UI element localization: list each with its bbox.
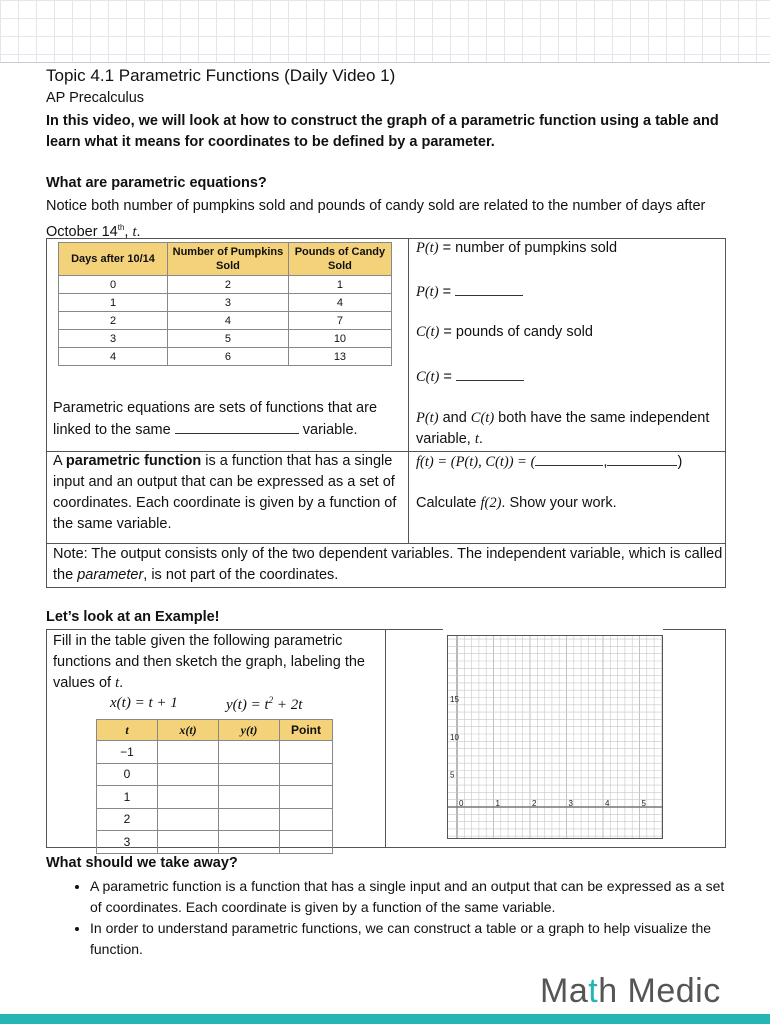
- table-row: [97, 786, 333, 809]
- table-cell: 5: [168, 330, 289, 348]
- x-tick-label: 5: [641, 799, 646, 808]
- table-cell: 1: [288, 276, 391, 294]
- table-row: [97, 831, 333, 854]
- column-header: Number of Pumpkins Sold: [168, 243, 289, 276]
- table-row: [97, 763, 333, 786]
- x-cell[interactable]: [158, 741, 219, 764]
- x-cell[interactable]: [158, 786, 219, 809]
- divider: [408, 238, 409, 543]
- list-item: • In order to understand parametric functions, we can construct a table or a graph to help visualize the function.: [90, 918, 731, 960]
- table-cell: 4: [59, 348, 168, 366]
- takeaway-list: [46, 876, 731, 960]
- y-cell[interactable]: [219, 763, 280, 786]
- intro-text: In this video, we will look at how to construct the graph of a parametric function using a table and learn what it means for coordinates to be defined by a parameter.: [46, 113, 719, 150]
- c-definition: C(t) = pounds of candy sold: [416, 324, 593, 340]
- math-medic-logo: Math Medic: [540, 972, 721, 1010]
- table-cell: 3: [59, 330, 168, 348]
- x-cell[interactable]: [158, 763, 219, 786]
- notice-text: Notice both number of pumpkins sold and pounds of candy sold are related to the number of days after October 14th, t.: [46, 198, 706, 240]
- t-value: 2: [97, 808, 158, 831]
- table-row: [59, 276, 392, 294]
- table-cell: 2: [168, 276, 289, 294]
- graph-paper-header: [0, 0, 770, 63]
- table-row: [59, 330, 392, 348]
- takeaway-heading: What should we take away?: [46, 855, 238, 871]
- y-tick-label: 5: [450, 770, 455, 780]
- t-value: 1: [97, 786, 158, 809]
- page-title: Topic 4.1 Parametric Functions (Daily Video 1): [46, 66, 396, 85]
- table-cell: 1: [59, 294, 168, 312]
- parametric-equations-definition: Parametric equations are sets of functions that are linked to the same variable.: [53, 400, 378, 438]
- table-cell: 10: [288, 330, 391, 348]
- table-row: [59, 348, 392, 366]
- c-answer-blank[interactable]: [456, 366, 524, 381]
- table-row: [59, 294, 392, 312]
- course-name: AP Precalculus: [46, 90, 145, 106]
- column-header: y(t): [219, 720, 280, 741]
- table-cell: 4: [288, 294, 391, 312]
- y-tick-label: 10: [450, 732, 459, 742]
- y-cell[interactable]: [219, 741, 280, 764]
- point-cell[interactable]: [280, 808, 333, 831]
- example-heading: Let’s look at an Example!: [46, 609, 220, 625]
- table-cell: 2: [59, 312, 168, 330]
- x-cell[interactable]: [158, 831, 219, 854]
- table-cell: 13: [288, 348, 391, 366]
- x-tick-label: 0: [459, 799, 464, 808]
- y-cell[interactable]: [219, 808, 280, 831]
- parameter-note: Note: The output consists only of the two dependent variables. The independent variable, which is called the parameter, is not part of the coordinates.: [53, 546, 723, 583]
- column-header: Days after 10/14: [59, 243, 168, 276]
- c-equation: C(t) =: [416, 366, 524, 388]
- point-cell[interactable]: [280, 831, 333, 854]
- y-coordinate-blank[interactable]: [607, 451, 677, 466]
- calculate-prompt: Calculate f(2). Show your work.: [416, 495, 617, 511]
- y-tick-label: 15: [450, 695, 459, 705]
- table-cell: 7: [288, 312, 391, 330]
- table-row: [97, 741, 333, 764]
- table-cell: 6: [168, 348, 289, 366]
- column-header: x(t): [158, 720, 219, 741]
- p-equation: P(t) =: [416, 281, 523, 303]
- point-cell[interactable]: [280, 786, 333, 809]
- table-cell: 4: [168, 312, 289, 330]
- section-heading-parametric: What are parametric equations?: [46, 175, 267, 191]
- example-instructions: Fill in the table given the following parametric functions and then sketch the graph, labeling the values of t.: [53, 633, 365, 691]
- parametric-function-definition: A parametric function is a function that has a single input and an output that can be expressed as a set of coordinates. Each coordinate is given by a function of the same variable.: [53, 453, 397, 532]
- box-gap: [443, 625, 663, 633]
- x-tick-label: 1: [495, 799, 500, 808]
- table-row: [97, 808, 333, 831]
- divider: [385, 629, 386, 847]
- t-value: −1: [97, 741, 158, 764]
- x-tick-label: 4: [605, 799, 610, 808]
- t-value: 3: [97, 831, 158, 854]
- x-coordinate-blank[interactable]: [535, 451, 603, 466]
- x-cell[interactable]: [158, 808, 219, 831]
- table-row: [59, 312, 392, 330]
- independent-variable-note: P(t) and C(t) both have the same independent variable, t.: [416, 410, 710, 447]
- pumpkin-candy-table: [58, 242, 392, 366]
- x-tick-label: 3: [568, 799, 573, 808]
- x-tick-label: 2: [532, 799, 537, 808]
- footer-band: [0, 1014, 770, 1024]
- list-item: • A parametric function is a function that has a single input and an output that can be expressed as a set of coordinates. Each coordinate is given by a function of the same variable.: [90, 876, 731, 918]
- column-header: Point: [280, 720, 333, 741]
- p-answer-blank[interactable]: [455, 281, 523, 296]
- y-cell[interactable]: [219, 786, 280, 809]
- f-equation: f(t) = (P(t), C(t)) = ( , ): [416, 451, 682, 473]
- answer-blank[interactable]: [175, 419, 299, 434]
- y-cell[interactable]: [219, 831, 280, 854]
- x-equation: x(t) = t + 1: [110, 695, 178, 711]
- coordinate-grid[interactable]: [447, 635, 663, 839]
- table-cell: 0: [59, 276, 168, 294]
- column-header: Pounds of Candy Sold: [288, 243, 391, 276]
- column-header: t: [97, 720, 158, 741]
- p-definition: P(t) = number of pumpkins sold: [416, 240, 618, 256]
- point-cell[interactable]: [280, 741, 333, 764]
- t-value: 0: [97, 763, 158, 786]
- y-equation: $y(t) = t^2 + 2t$: [226, 695, 303, 713]
- table-cell: 3: [168, 294, 289, 312]
- point-cell[interactable]: [280, 763, 333, 786]
- example-table: [96, 719, 333, 854]
